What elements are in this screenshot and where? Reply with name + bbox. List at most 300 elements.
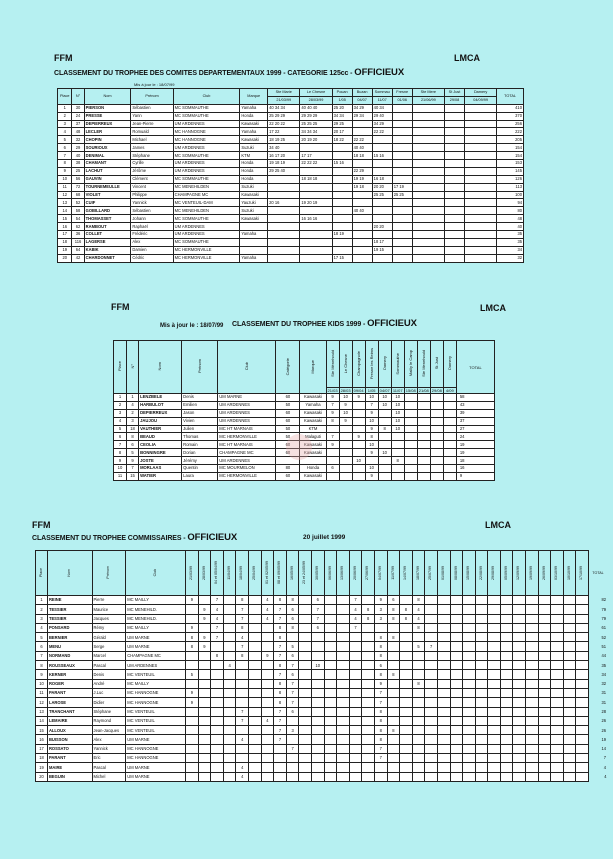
s3-cell [324, 642, 337, 651]
s3-cell [299, 651, 312, 660]
s3-cell [526, 596, 539, 605]
s3-cell [198, 754, 211, 763]
s2-date-3: 1/05 [365, 388, 378, 394]
s3-cell [198, 698, 211, 707]
s3-cell [412, 772, 425, 781]
s3-cell [249, 688, 262, 697]
s1-cell: 35 [497, 238, 524, 246]
s2-header-11-text: Damery [381, 356, 387, 371]
s3-cell [400, 679, 413, 688]
s1-cell: 16 16 16 [300, 215, 332, 223]
s1-cell: 20 [58, 254, 72, 262]
s1-cell [300, 223, 332, 231]
s1-cell: 40 40 [352, 144, 372, 152]
s2-cell [443, 472, 456, 480]
s3-cell: PONSARD [47, 623, 92, 632]
s3-cell [450, 698, 463, 707]
s3-cell [450, 754, 463, 763]
s3-cell [488, 605, 501, 614]
s1-cell [372, 167, 392, 175]
s3-cell [500, 763, 513, 772]
s1-cell [268, 191, 300, 199]
s2-cell [430, 449, 443, 457]
s3-cell: MC HANNOGNE [126, 698, 186, 707]
s1-cell: 20 17 [332, 128, 352, 136]
s2-cell: UM MARNE [218, 394, 276, 402]
s3-cell [526, 744, 539, 753]
s3-cell [425, 716, 438, 725]
s3-date: 20 juillet 1999 [303, 534, 346, 541]
s3-cell [551, 726, 564, 735]
s1-header-2: Nom [84, 89, 131, 105]
s3-cell [475, 651, 488, 660]
s1-cell: 25 25 [372, 191, 392, 199]
s2-cell [352, 472, 365, 480]
s1-cell: 40 [497, 223, 524, 231]
s3-cell [488, 772, 501, 781]
s3-header-8-text: 18/04/99 [239, 565, 244, 580]
s3-cell: 4 [412, 605, 425, 614]
s3-cell [337, 726, 350, 735]
s3-cell [437, 614, 450, 623]
s3-cell: 7 [589, 754, 608, 763]
s3-header-1-text: Nom [66, 568, 71, 577]
s1-cell: RAMBOUT [84, 223, 131, 231]
s1-cell [300, 254, 332, 262]
s3-cell: NORMAND [47, 651, 92, 660]
s1-cell: 19 19 [352, 175, 372, 183]
s3-cell [500, 735, 513, 744]
s1-cell [352, 238, 372, 246]
s3-cell [463, 688, 476, 697]
s2-cell: 2 [114, 401, 127, 409]
s1-cell [412, 215, 444, 223]
s3-cell [349, 688, 362, 697]
s3-cell [349, 726, 362, 735]
s3-cell [513, 726, 526, 735]
s3-cell: MC HANNOGNE [126, 754, 186, 763]
s1-cell [412, 160, 444, 168]
s3-cell: 7 [349, 623, 362, 632]
s1-header-13: St Just [444, 89, 464, 97]
s2-cell: MC HT MARNAIS [218, 441, 276, 449]
s1-cell [352, 128, 372, 136]
s3-cell [450, 772, 463, 781]
table-row [36, 726, 608, 735]
s3-cell: Pascal [92, 661, 126, 670]
s3-cell: 82 [589, 596, 608, 605]
s3-cell [412, 633, 425, 642]
s1-cell: 17 17 [300, 152, 332, 160]
s1-cell: 24 [72, 112, 84, 120]
s3-cell [236, 698, 249, 707]
s2-cell: 10 [339, 394, 352, 402]
s3-cell [475, 605, 488, 614]
s3-cell [437, 596, 450, 605]
s3-cell [236, 670, 249, 679]
s3-cell: 17 [36, 744, 48, 753]
s3-cell [500, 614, 513, 623]
s1-cell: 11 [58, 183, 72, 191]
s3-cell [513, 633, 526, 642]
s3-cell [211, 670, 224, 679]
s3-cell: 7 [211, 623, 224, 632]
table-row [36, 623, 608, 632]
s3-cell: 8 [236, 651, 249, 660]
s3-header-12 [286, 551, 299, 596]
s3-header-24-text: 01/08/99 [440, 565, 445, 580]
s1-cell: 48 [497, 215, 524, 223]
s3-header-0 [36, 551, 48, 596]
s1-header-0: Place [58, 89, 72, 105]
s1-cell [392, 128, 412, 136]
s2-cell: 39 [456, 409, 494, 417]
s3-cell [412, 688, 425, 697]
s2-header-4-text: Club [243, 362, 249, 371]
s1-cell [392, 207, 412, 215]
s1-cell [300, 246, 332, 254]
s3-header-33 [551, 551, 564, 596]
s3-cell [362, 754, 375, 763]
table-row [58, 136, 524, 144]
s3-cell [400, 698, 413, 707]
s1-cell: MC SOMMAUTHE [173, 104, 240, 112]
s3-cell [425, 688, 438, 697]
s1-cell [464, 175, 496, 183]
s2-cell [378, 457, 391, 465]
s3-cell [437, 735, 450, 744]
s1-cell [444, 199, 464, 207]
s3-header-32 [538, 551, 551, 596]
s3-cell [500, 726, 513, 735]
s3-cell: 8 [412, 623, 425, 632]
table-row [58, 246, 524, 254]
s1-cell [444, 183, 464, 191]
s3-cell: 9 [374, 679, 387, 688]
s3-cell [249, 744, 262, 753]
s3-cell [349, 698, 362, 707]
s1-cell: Yannick [131, 199, 173, 207]
s3-cell [551, 688, 564, 697]
s3-header-5 [198, 551, 211, 596]
s3-cell [299, 735, 312, 744]
s3-cell: 4 [261, 605, 274, 614]
s3-cell: Gérald [92, 633, 126, 642]
s3-cell [261, 633, 274, 642]
s1-cell: Johann [131, 215, 173, 223]
s3-org-right: LMCA [485, 520, 511, 530]
s1-cell: 34 [497, 246, 524, 254]
s3-cell [551, 754, 564, 763]
s2-cell [339, 425, 352, 433]
s1-date-1: 28/03/99 [300, 96, 332, 104]
s3-cell [463, 707, 476, 716]
s3-cell [249, 605, 262, 614]
s3-cell [513, 698, 526, 707]
s1-cell: 20 16 [268, 199, 300, 207]
s3-cell [563, 744, 576, 753]
s3-header-22 [412, 551, 425, 596]
s1-cell: 17 19 [392, 183, 412, 191]
s2-header-6 [300, 341, 326, 394]
s1-header-12: Ste Mere [412, 89, 444, 97]
s3-cell [488, 754, 501, 763]
s3-cell [475, 698, 488, 707]
s3-cell [349, 661, 362, 670]
s1-cell: 12 [58, 191, 72, 199]
s2-cell: 10 [391, 394, 404, 402]
s3-cell [324, 670, 337, 679]
s1-cell: Sébastien [131, 104, 173, 112]
s2-cell: 43 [456, 401, 494, 409]
s3-cell: 8 [374, 670, 387, 679]
s3-cell [324, 596, 337, 605]
s2-cell [404, 417, 417, 425]
s1-cell: 17 15 [332, 254, 352, 262]
s1-cell: 2 [58, 112, 72, 120]
s3-cell [412, 651, 425, 660]
s3-cell [374, 623, 387, 632]
s2-cell: Jérémy [182, 457, 218, 465]
s3-cell [551, 642, 564, 651]
s3-cell [211, 661, 224, 670]
s1-cell [444, 191, 464, 199]
s1-cell [300, 144, 332, 152]
s1-cell: 34 29 [372, 120, 392, 128]
s2-cell [352, 441, 365, 449]
s3-cell [249, 661, 262, 670]
s2-cell [430, 417, 443, 425]
s2-cell: 60 [276, 409, 300, 417]
s3-table [35, 550, 608, 782]
faint-stamp [286, 434, 312, 460]
s1-cell [392, 144, 412, 152]
s1-cell [444, 246, 464, 254]
s2-header-1-text: N° [129, 364, 135, 369]
s3-cell [349, 670, 362, 679]
s3-cell [475, 679, 488, 688]
table-row [36, 716, 608, 725]
s1-cell: 7 [58, 152, 72, 160]
s1-cell [372, 215, 392, 223]
s3-cell: 4 [261, 614, 274, 623]
s3-cell: 7 [211, 633, 224, 642]
s3-cell: 8 [211, 651, 224, 660]
s3-cell [299, 707, 312, 716]
s3-cell [223, 651, 236, 660]
s1-cell [332, 152, 352, 160]
s3-cell: André [92, 679, 126, 688]
s3-cell [475, 726, 488, 735]
s1-cell [464, 207, 496, 215]
s2-update-date: 18/07/99 [200, 323, 224, 329]
s3-cell: 9 [198, 614, 211, 623]
s2-cell: Quentin [182, 465, 218, 473]
s1-cell [464, 246, 496, 254]
s1-cell: 40 40 [352, 207, 372, 215]
s3-cell [437, 651, 450, 660]
s2-cell: Romain [182, 441, 218, 449]
s3-cell [223, 688, 236, 697]
s3-cell [362, 596, 375, 605]
s2-cell: 9 [326, 394, 339, 402]
s2-header-7 [326, 341, 339, 388]
s3-header-20 [387, 551, 400, 596]
s3-cell [299, 596, 312, 605]
s3-cell: UM MARNE [126, 772, 186, 781]
s1-cell: MC VENTEUIL-DAM [173, 199, 240, 207]
s2-date-9: 4/09 [443, 388, 456, 394]
s3-cell: 4 [236, 772, 249, 781]
s3-header-10-text: 01 et 02/05/99 [264, 561, 269, 584]
s3-cell [463, 744, 476, 753]
s3-cell: Eric [92, 754, 126, 763]
s3-cell [513, 596, 526, 605]
s2-header-2-text: Nom [157, 362, 163, 371]
s1-cell: 18 19 [332, 231, 352, 239]
s2-header-12-text: Sommauthe [394, 352, 400, 375]
s3-cell: 7 [311, 614, 324, 623]
s3-cell [387, 735, 400, 744]
s2-cell: 10 [391, 417, 404, 425]
table-row [58, 199, 524, 207]
s3-cell [538, 596, 551, 605]
s1-cell: 205 [497, 136, 524, 144]
s2-cell: Laura [182, 472, 218, 480]
s2-cell [378, 441, 391, 449]
s3-cell [223, 707, 236, 716]
s1-cell [444, 167, 464, 175]
s2-cell: 1 [127, 394, 139, 402]
s2-header-1 [127, 341, 139, 394]
s1-cell [412, 199, 444, 207]
s3-cell [551, 735, 564, 744]
s1-cell: DEPIERREUX [84, 120, 131, 128]
s3-cell [223, 623, 236, 632]
s3-cell [450, 633, 463, 642]
table-row [36, 633, 608, 642]
s2-cell: JOSTE [139, 457, 182, 465]
s2-cell: 7 [365, 401, 378, 409]
s3-cell: 26 [589, 726, 608, 735]
s3-cell [337, 614, 350, 623]
s3-cell: 7 [274, 726, 287, 735]
s1-cell: Sébastien [131, 207, 173, 215]
s1-cell: Clément [131, 175, 173, 183]
s2-cell: 7 [326, 401, 339, 409]
s3-cell [526, 605, 539, 614]
s2-cell [404, 401, 417, 409]
s3-cell: 26 [589, 716, 608, 725]
s3-cell: 8 [400, 605, 413, 614]
s3-cell [576, 707, 589, 716]
s2-cell: MC HT MARNAIS [218, 425, 276, 433]
s3-cell [463, 679, 476, 688]
s3-cell [538, 679, 551, 688]
s3-cell [551, 670, 564, 679]
s3-cell [249, 726, 262, 735]
s3-cell [324, 726, 337, 735]
s3-cell: MC MENEHILD. [126, 605, 186, 614]
s3-cell: 15 [36, 726, 48, 735]
s3-cell [425, 772, 438, 781]
s1-cell: DENIMAL [84, 152, 131, 160]
s3-cell [324, 735, 337, 744]
s3-cell: TESSIER [47, 614, 92, 623]
s2-cell [430, 465, 443, 473]
s3-header-14 [311, 551, 324, 596]
s1-cell [412, 175, 444, 183]
s1-cell [464, 183, 496, 191]
s3-header-18 [362, 551, 375, 596]
s3-cell [463, 596, 476, 605]
s1-cell: 40 [72, 152, 84, 160]
s1-cell [464, 231, 496, 239]
s3-cell [475, 744, 488, 753]
s2-cell [326, 457, 339, 465]
s3-cell [198, 688, 211, 697]
s3-cell [563, 642, 576, 651]
s1-cell [464, 160, 496, 168]
s3-cell: BUISSON [47, 735, 92, 744]
s3-cell [198, 772, 211, 781]
s3-cell [576, 651, 589, 660]
s1-cell [352, 160, 372, 168]
s3-header-6-text: 04 et 05/04/99 [214, 561, 219, 584]
s3-cell [186, 735, 199, 744]
s3-cell [274, 772, 287, 781]
s3-cell: KERNER [47, 670, 92, 679]
s1-cell: 256 [497, 120, 524, 128]
s2-cell [352, 401, 365, 409]
s1-cell: KTM [240, 152, 268, 160]
s2-org: FFM [111, 302, 130, 312]
s3-cell [261, 763, 274, 772]
s3-cell [412, 735, 425, 744]
s2-header-17: TOTAL [456, 341, 494, 394]
s3-cell: 9 [186, 596, 199, 605]
s1-cell: Kawasaki [240, 120, 268, 128]
s1-cell: COLLET [84, 231, 131, 239]
s1-cell [372, 199, 392, 207]
s1-cell [352, 120, 372, 128]
s3-cell: 31 [589, 688, 608, 697]
s3-cell [488, 642, 501, 651]
s3-cell: 4 [261, 716, 274, 725]
s1-cell: VIOLET [84, 191, 131, 199]
s3-cell [526, 726, 539, 735]
s3-cell [337, 679, 350, 688]
s2-cell [443, 465, 456, 473]
s3-cell [538, 642, 551, 651]
s3-cell [362, 772, 375, 781]
s3-cell: 8 [274, 679, 287, 688]
s3-cell [437, 623, 450, 632]
s1-cell [464, 254, 496, 262]
s3-cell: 8 [36, 661, 48, 670]
s1-cell: MC MENEHILDEN [173, 207, 240, 215]
s1-cell: 16 18 [372, 175, 392, 183]
s3-cell [299, 605, 312, 614]
s1-cell [412, 223, 444, 231]
s2-cell: 10 [365, 417, 378, 425]
s3-cell: 7 [286, 698, 299, 707]
s1-cell: 42 [72, 254, 84, 262]
s1-cell: UM ARDENNES [173, 144, 240, 152]
s1-cell [300, 183, 332, 191]
s3-header-17 [349, 551, 362, 596]
s1-cell [412, 238, 444, 246]
